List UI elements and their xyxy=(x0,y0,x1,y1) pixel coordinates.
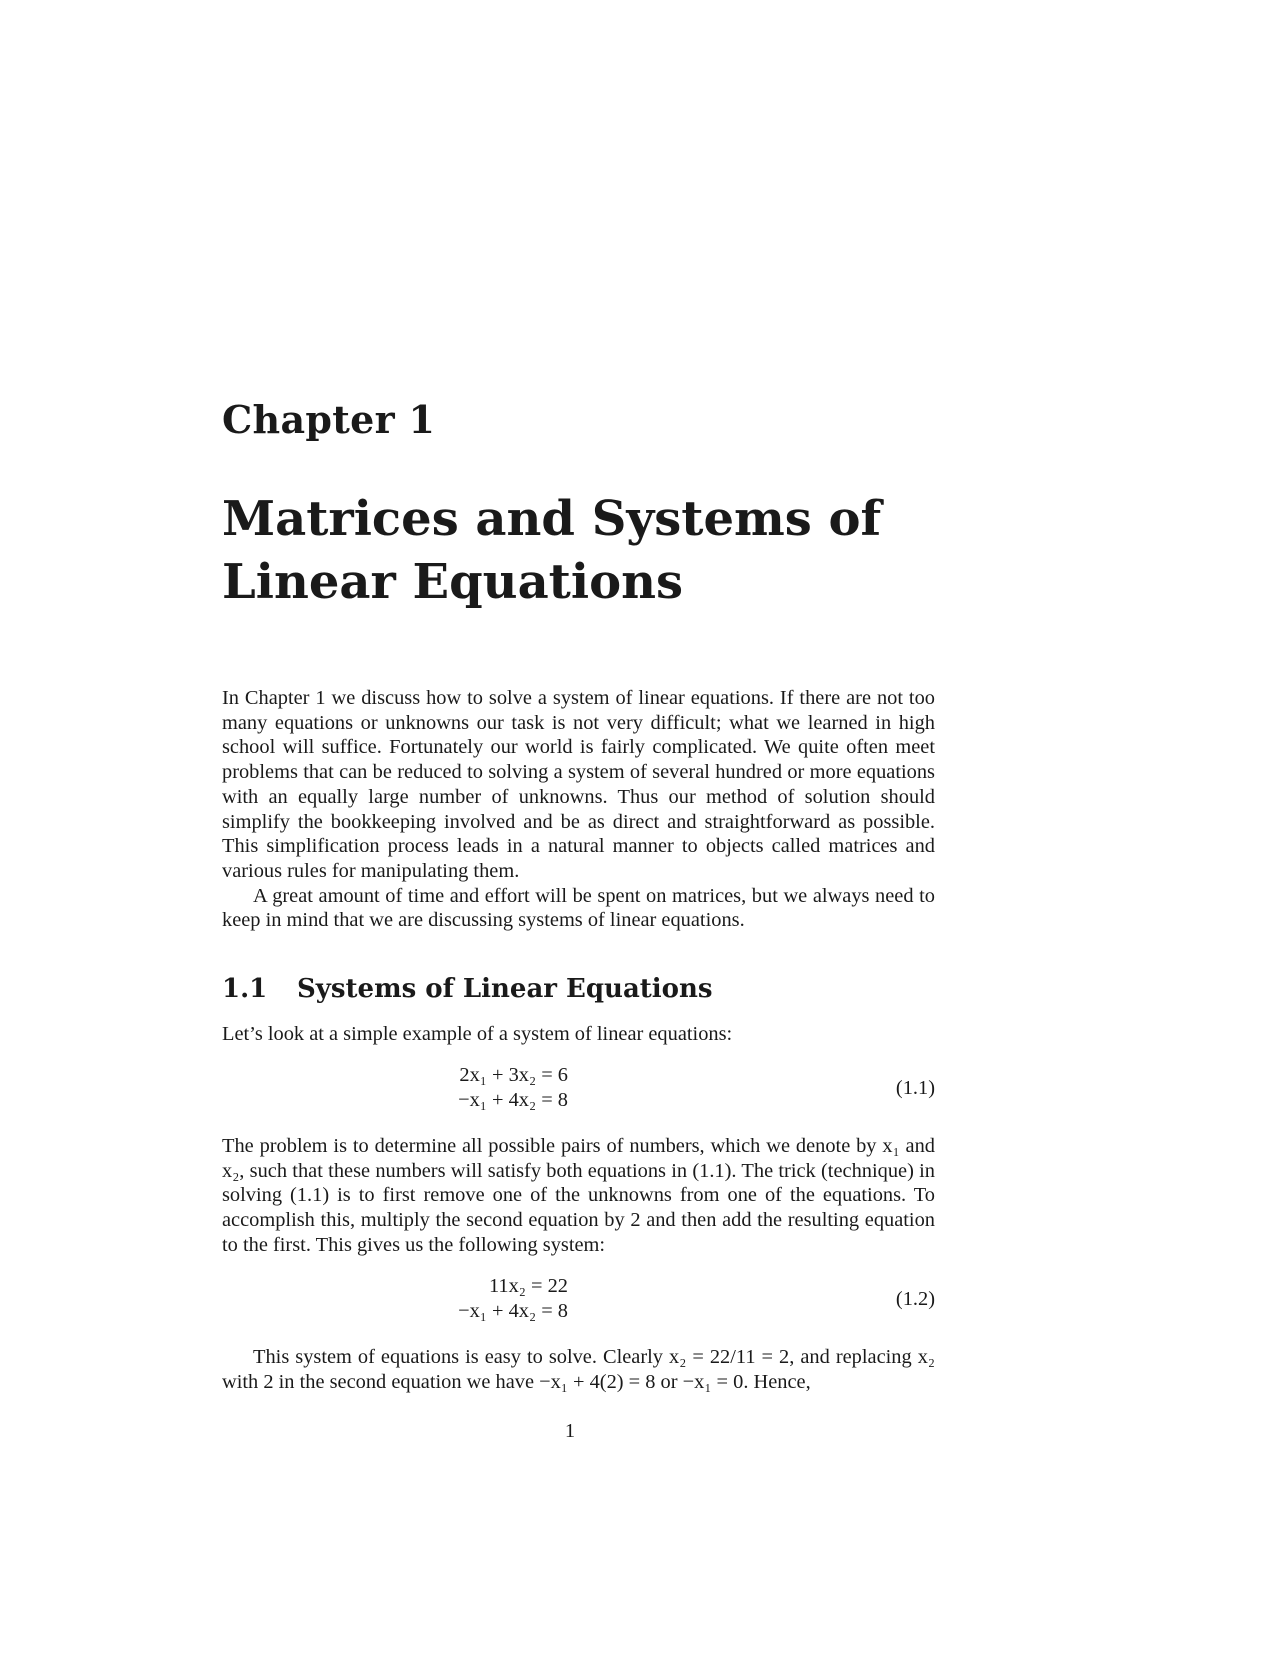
section-paragraph-2-text: The problem is to determine all possible pairs of numbers, which we denote by x₁ and x₂, such that these numbers will satisfy both equations in (1.1). The trick (technique) in solving (1.1) is to first remove one of the unknowns from one of the equations. To accomplish this, multiply the second equation by 2 and then add the resulting equation to the first. This gives us the following system: xyxy=(222,1135,935,1256)
chapter-title-line-1: Matrices and Systems of xyxy=(222,491,882,547)
chapter-title-line-2: Linear Equations xyxy=(222,554,684,610)
intro-paragraph-2: A great amount of time and effort will be spent on matrices, but we always need to keep in mind that we are discussing systems of linear equations. xyxy=(222,884,935,932)
intro-paragraph-1: In Chapter 1 we discuss how to solve a system of linear equations. If there are not too many equations or unknowns our task is not very difficult; what we learned in high school will suffice. Fortunately our world is fairly complicated. We quite often meet problems that can be reduced to solving a system of several hundred or more equations with an equally large number of unknowns. Thus our method of solution should simplify the bookkeeping involved and be as direct and straightforward as possible. This simplification process leads in a natural manner to objects called matrices and various rules for manipulating them. xyxy=(222,687,935,882)
equation-1-2-line-1: 11x₂ = 22 xyxy=(488,1275,568,1297)
equation-1-2-line-2: −x₁ + 4x₂ = 8 xyxy=(458,1300,568,1322)
equation-1-1-line-1: 2x₁ + 3x₂ = 6 xyxy=(459,1064,568,1086)
section-paragraph-3-text: This system of equations is easy to solve. Clearly x₂ = 22/11 = 2, and replacing x₂ with 2 in the second equation we have −x₁ + 4(2) = 8 or −x₁ = 0. Hence, xyxy=(222,1346,935,1393)
section-number: 1.1 xyxy=(222,974,268,1004)
section-paragraph-3 xyxy=(222,1345,935,1394)
equation-1-2-tag: (1.2) xyxy=(895,1288,935,1310)
section-paragraph-2 xyxy=(222,1134,935,1258)
section-lead xyxy=(222,1022,935,1047)
section-heading xyxy=(222,973,935,1005)
equation-1-2-lines xyxy=(458,1274,568,1324)
equation-1-2 xyxy=(222,1274,935,1326)
equation-1-1-line-2: −x₁ + 4x₂ = 8 xyxy=(458,1089,568,1111)
page-number: 1 xyxy=(564,1420,576,1442)
section-lead-text: Let’s look at a simple example of a system of linear equations: xyxy=(222,1023,733,1045)
equation-1-1-lines xyxy=(458,1063,568,1113)
equation-1-1-tag: (1.1) xyxy=(895,1077,935,1099)
section-title: Systems of Linear Equations xyxy=(297,974,713,1004)
equation-1-1 xyxy=(222,1063,935,1115)
chapter-introduction xyxy=(222,686,935,933)
chapter-title xyxy=(222,488,982,614)
chapter-label: Chapter 1 xyxy=(222,397,436,442)
